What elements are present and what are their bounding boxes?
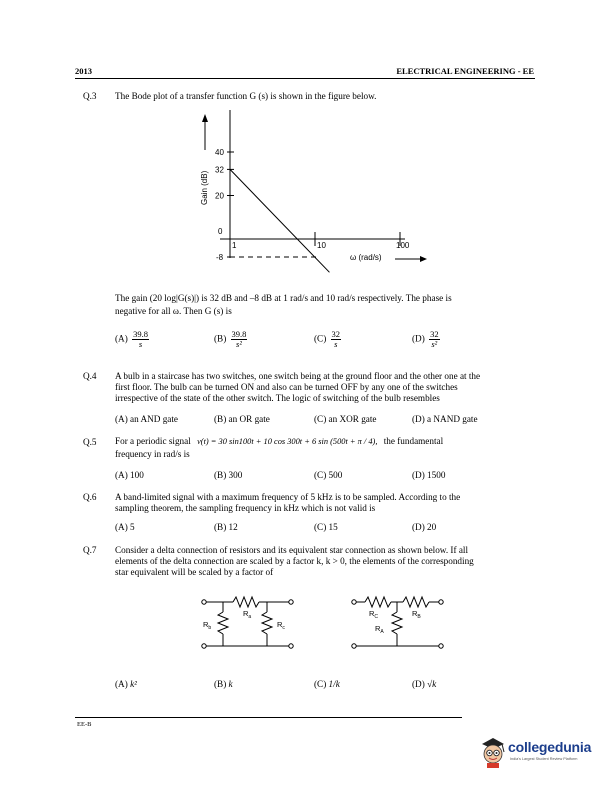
q3-option-b-den: s² xyxy=(236,339,242,349)
q4-line3: irrespective of the state of the other switch. The logic of switching of the bulb resembles xyxy=(115,393,440,403)
star-ra-label: $R_A$ xyxy=(375,624,384,635)
q4-line1: A bulb in a staircase has two switches, one switch being at the ground floor and the other one at the xyxy=(115,371,481,381)
q3-option-a-label: (A) xyxy=(115,333,128,344)
y-tick-label: 20 xyxy=(215,191,224,201)
q7-number: Q.7 xyxy=(83,545,97,555)
y-tick-label: 32 xyxy=(215,165,224,175)
q4-option-a: (A) an AND gate xyxy=(115,414,179,424)
q5-equation: v(t) = 30 sin100t + 10 cos 300t + 6 sin (500t + π / 4), xyxy=(197,437,378,446)
q3-option-d-den: s² xyxy=(431,339,438,349)
q7-option-a-label: (A) xyxy=(115,679,128,689)
bode-plot xyxy=(190,110,450,280)
q3-option-d xyxy=(412,330,440,349)
q7-option-d xyxy=(412,679,436,689)
delta-network-diagram xyxy=(195,590,305,660)
q3-text: The Bode plot of a transfer function G (s) is shown in the figure below. xyxy=(115,91,377,101)
q3-option-d-label: (D) xyxy=(412,333,425,344)
q4-line2: first floor. The bulb can be turned ON and also can be turned OFF by any one of the switches xyxy=(115,382,458,392)
q3-after-line2: negative for all ω. Then G (s) is xyxy=(115,306,232,316)
y-tick-label: 40 xyxy=(215,148,224,157)
q7-option-d-label: (D) xyxy=(412,679,425,689)
q7-option-a xyxy=(115,679,137,689)
q5-number: Q.5 xyxy=(83,437,97,447)
q3-option-c xyxy=(314,330,341,349)
q3-option-a xyxy=(115,330,149,349)
q7-option-b-value: k xyxy=(228,679,233,689)
q4-option-c: (C) an XOR gate xyxy=(314,414,377,424)
x-tick-label: 10 xyxy=(317,241,326,250)
q7-option-b-label: (B) xyxy=(214,679,227,689)
delta-rc-label: $R_c$ xyxy=(277,620,285,631)
q7-line3: star equivalent will be scaled by a factor of xyxy=(115,567,274,577)
q7-option-c-value: 1/k xyxy=(328,679,340,689)
q5-option-b: (B) 300 xyxy=(214,470,243,480)
y-axis-label: Gain (dB) xyxy=(200,170,209,205)
x-arrow-icon xyxy=(395,256,427,262)
q6-option-c: (C) 15 xyxy=(314,522,338,532)
y-arrow-icon xyxy=(202,114,208,150)
q6-line2: sampling theorem, the sampling frequency in kHz which is not valid is xyxy=(115,503,376,513)
q6-option-b: (B) 12 xyxy=(214,522,238,532)
exam-subject: ELECTRICAL ENGINEERING - EE xyxy=(396,66,534,76)
footer-rule xyxy=(75,717,462,718)
star-rc-label: $R_C$ xyxy=(369,609,379,620)
q5-option-a: (A) 100 xyxy=(115,470,144,480)
q4-option-d: (D) a NAND gate xyxy=(412,414,478,424)
q3-after-line1: The gain (20 log|G(s)|) is 32 dB and –8 dB at 1 rad/s and 10 rad/s respectively. The phase is xyxy=(115,293,452,303)
q7-option-c xyxy=(314,679,340,689)
q5-option-c: (C) 500 xyxy=(314,470,343,480)
q7-line1: Consider a delta connection of resistors and its equivalent star connection as shown below. If all xyxy=(115,545,469,555)
q3-option-a-den: s xyxy=(138,339,143,349)
q3-option-b-num: 39.8 xyxy=(231,329,247,339)
x-axis-label: ω (rad/s) xyxy=(350,253,382,262)
q6-option-a: (A) 5 xyxy=(115,522,135,532)
x-tick-label: 1 xyxy=(232,241,237,250)
q6-number: Q.6 xyxy=(83,492,97,502)
q3-option-c-den: s xyxy=(334,339,338,349)
q6-line1: A band-limited signal with a maximum frequency of 5 kHz is to be sampled. According to the xyxy=(115,492,461,502)
q7-option-b xyxy=(214,679,233,689)
q5-line1 xyxy=(115,436,535,448)
q3-option-a-num: 39.8 xyxy=(133,329,148,339)
q3-option-b-label: (B) xyxy=(214,333,227,344)
mascot-icon xyxy=(478,736,508,768)
q7-option-d-value: √k xyxy=(427,679,437,689)
q5-line2: frequency in rad/s is xyxy=(115,449,190,459)
exam-year: 2013 xyxy=(75,66,92,76)
delta-ra-label: $R_a$ xyxy=(243,609,252,620)
q5-line1-b: the fundamental xyxy=(383,436,444,446)
q3-option-c-label: (C) xyxy=(314,333,327,344)
x-tick-label: 100 xyxy=(396,241,410,250)
q7-option-c-label: (C) xyxy=(314,679,327,689)
logo-tagline: India's Largest Student Review Platform xyxy=(510,757,578,761)
q7-line2: elements of the delta connection are scaled by a factor k, k > 0, the elements of the corresponding xyxy=(115,556,474,566)
q5-line1-a: For a periodic signal xyxy=(115,436,191,446)
y-tick-label: -8 xyxy=(216,253,224,262)
header-rule xyxy=(75,78,535,79)
delta-rb-label: $R_b$ xyxy=(203,620,212,631)
y-tick-label: 0 xyxy=(218,227,223,236)
q3-option-c-num: 32 xyxy=(331,329,341,339)
collegedunia-logo xyxy=(478,734,600,774)
logo-name: collegedunia xyxy=(508,739,592,755)
q3-number: Q.3 xyxy=(83,91,97,101)
q3-option-d-num: 32 xyxy=(430,329,439,339)
q4-number: Q.4 xyxy=(83,371,97,381)
q3-option-b xyxy=(214,330,247,349)
footer-code: EE-B xyxy=(77,721,92,728)
q5-option-d: (D) 1500 xyxy=(412,470,446,480)
q4-option-b: (B) an OR gate xyxy=(214,414,270,424)
star-network-diagram xyxy=(345,590,455,660)
star-rb-label: $R_B$ xyxy=(412,609,421,620)
q7-option-a-value: k² xyxy=(130,679,137,689)
q6-option-d: (D) 20 xyxy=(412,522,437,532)
